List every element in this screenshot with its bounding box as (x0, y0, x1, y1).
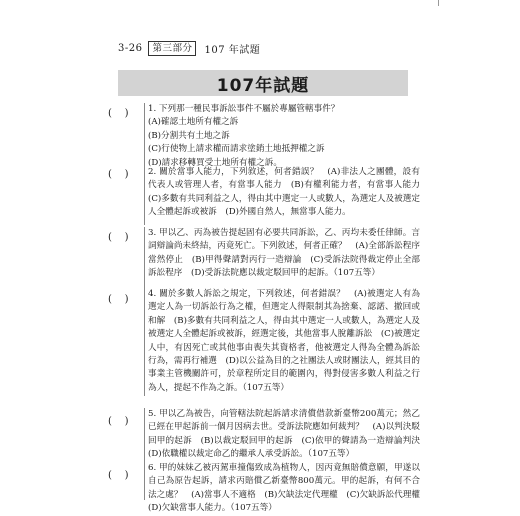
answer-blank: ( ) (108, 169, 129, 180)
answer-blank: ( ) (108, 108, 129, 119)
answer-blank: ( ) (108, 294, 129, 305)
option-a: (A)確認土地所有權之訴 (148, 117, 239, 128)
question-stem: 3. 甲以乙、丙為被告提起固有必要共同訴訟，乙、丙均未委任律師。言詞辯論尚未終結，丙竟死亡。下列敘述，何者正確？ (A)全部訴訟程序當然停止 (B)甲得聲請對丙行一造辯論 (C)受訴法院得裁定停止全部訴訟程序 (D)受訴法院應以裁定駁回甲的起訴。（107五等） (148, 228, 420, 279)
question-body (148, 288, 420, 395)
page-number: 3-26 (118, 42, 143, 54)
answer-blank: ( ) (108, 416, 129, 427)
margin-rule (144, 462, 145, 500)
question-body (148, 408, 429, 462)
margin-rule (144, 227, 145, 292)
question-stem: 4. 關於多數人訴訟之規定，下列敘述，何者錯誤？ (A)被選定人有為選定人為一切訴訟行為之權，但選定人得限制其為捨棄、認諾、撤回或和解 (B)多數有共同利益之人，得由其中選定一人或數人，為選定人及被選定人全體起訴或被訴，經選定後，其他當事人脫離訴訟 (C)被選定人中，有因死亡或其他事由喪失其資格者，他被選定人得為全體為訴訟行為，需再行補選 (D)以公益為目的之社團法人或財團法人，經其目的事業主管機關許可，於章程所定目的範圍內，得對侵害多數人利益之行為人，提起不作為之訴。（107五等） (148, 289, 420, 393)
running-header (118, 40, 260, 56)
margin-rule (144, 288, 145, 396)
question-body (148, 103, 420, 170)
title-banner (118, 70, 408, 96)
question-stem: 6. 甲的妹妹乙被丙駕車撞傷致成為植物人，因丙竟無賠償意願，甲遂以自己為原告起訴，請求丙賠償乙新臺幣800萬元。甲的起訴，有何不合法之處？ (A)當事人不適格 (B)欠缺法定代理權 (C)欠缺訴訟代理權 (D)欠缺當事人能力。（107五等） (148, 463, 429, 514)
margin-rule (144, 408, 145, 465)
question-body (148, 227, 420, 281)
question-stem: 5. 甲以乙為被告，向管轄法院起訴請求清償借款新臺幣200萬元；然乙已經在甲起訴前一個月因病去世。受訴法院應如何裁判？ (A)以判決駁回甲的起訴 (B)以裁定駁回甲的起訴 (C)依甲的聲請為一造辯論判決 (D)依職權以裁定命乙的繼承人承受訴訟。（107五等） (148, 409, 429, 460)
option-d: (D)請求移轉買受土地所有權之訴。 (148, 157, 282, 168)
page-corner-mark (438, 0, 439, 6)
option-c: (C)行使物上請求權而請求塗銷土地抵押權之訴 (148, 144, 325, 155)
question-stem: 2. 關於當事人能力，下列敘述，何者錯誤？ (A)非法人之團體，設有代表人或管理人者，有當事人能力 (B)有權利能力者，有當事人能力 (C)多數有共同利益之人，得由其中選定一人或數人，為選定人及被選定人全體起訴或被訴 (D)外國自然人，無當事人能力。 (148, 167, 429, 218)
section-label: 107 年試題 (204, 44, 261, 56)
page-title: 107年試題 (216, 75, 310, 96)
question-body (148, 166, 429, 220)
answer-blank: ( ) (108, 470, 129, 481)
margin-rule (144, 103, 145, 166)
answer-blank: ( ) (108, 232, 129, 243)
part-label: 第三部分 (148, 41, 196, 56)
margin-rule (144, 166, 145, 225)
question-body (148, 462, 429, 516)
question-stem: 1. 下列那一種民事訴訟事件不屬於專屬管轄事件？ (148, 104, 340, 114)
option-b: (B)分割共有土地之訴 (148, 130, 230, 141)
